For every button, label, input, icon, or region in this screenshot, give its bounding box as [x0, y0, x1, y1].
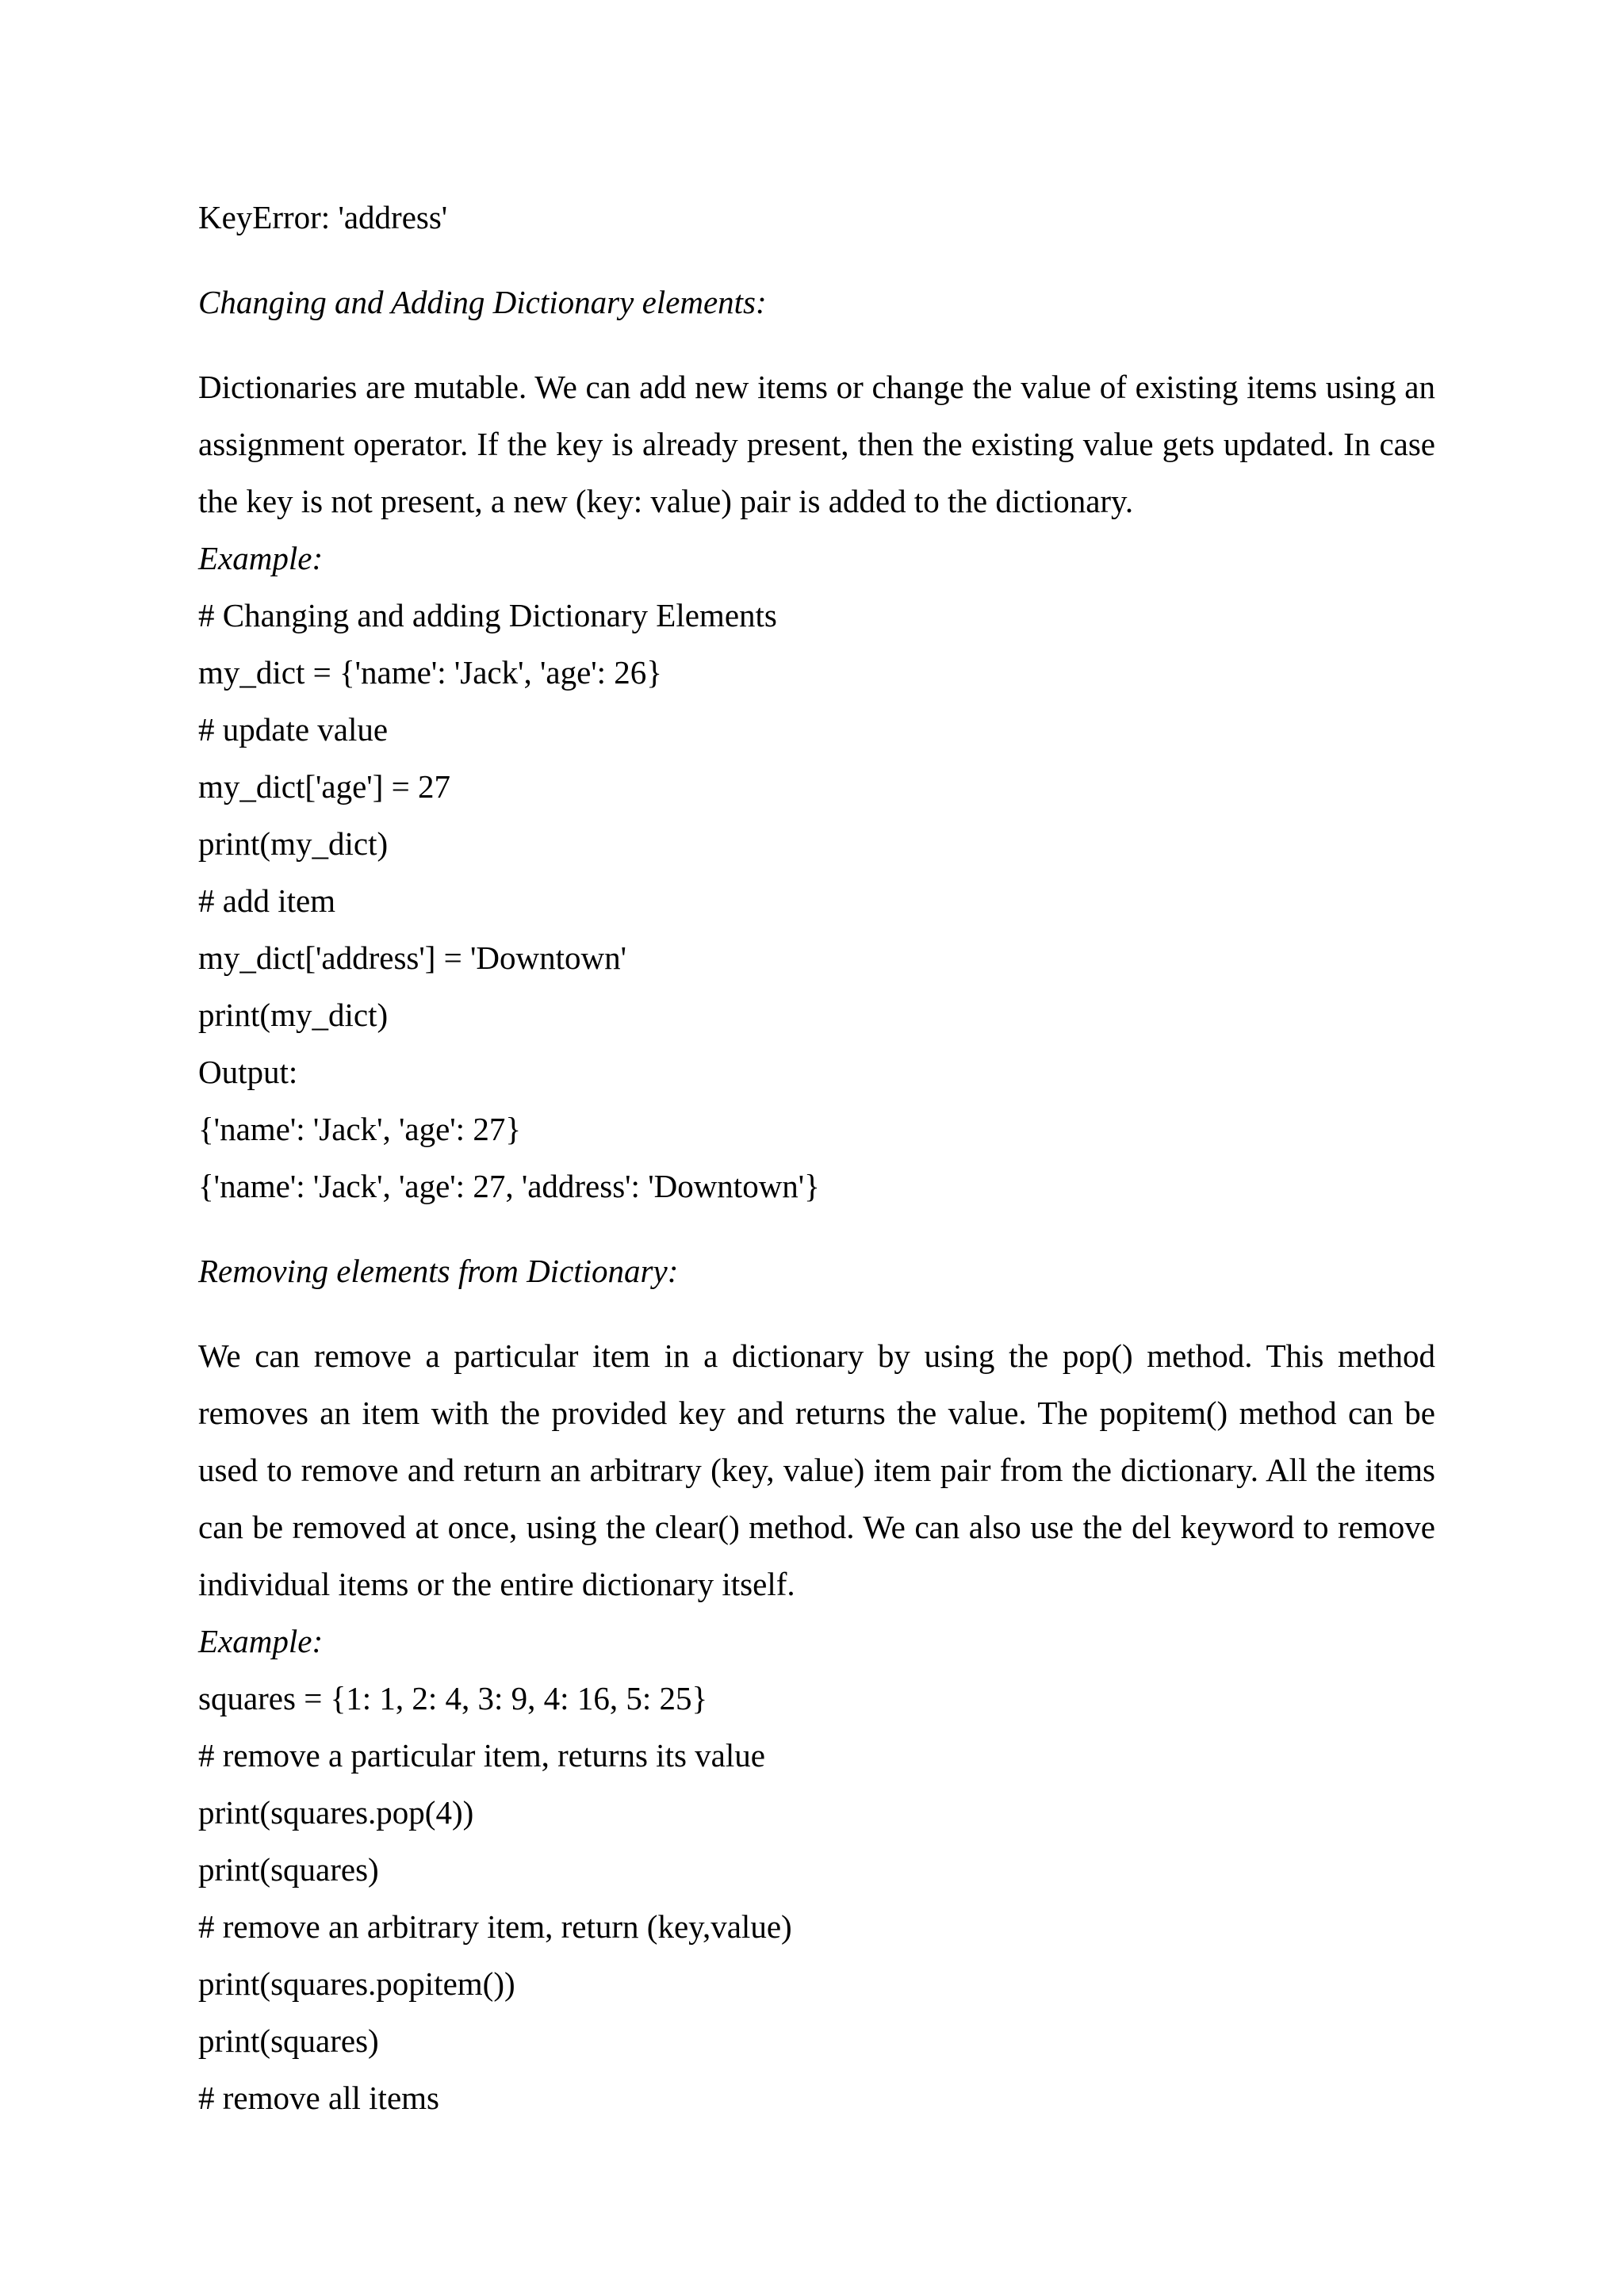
code-line: my_dict['age'] = 27	[198, 768, 450, 805]
code-line: # remove an arbitrary item, return (key,value)	[198, 1908, 792, 1945]
example-label: Example:	[198, 1623, 324, 1659]
code-line: # remove all items	[198, 2080, 439, 2116]
code-line: # add item	[198, 882, 336, 919]
code-line: print(my_dict)	[198, 825, 389, 862]
output-line: {'name': 'Jack', 'age': 27}	[198, 1111, 521, 1147]
code-line: print(squares)	[198, 1851, 379, 1888]
output-line: {'name': 'Jack', 'age': 27, 'address': 'Downtown'}	[198, 1168, 820, 1204]
document-page	[198, 0, 1435, 2296]
section-heading-changing: Changing and Adding Dictionary elements:	[198, 284, 767, 320]
key-error-line: KeyError: 'address'	[198, 199, 448, 235]
code-line: squares = {1: 1, 2: 4, 3: 9, 4: 16, 5: 25}	[198, 1680, 708, 1716]
paragraph-changing: Dictionaries are mutable. We can add new items or change the value of existing items using an assignment operator. If the key is already present, then the existing value gets updated. In case the key is not present, a new (key: value) pair is added to the dictionary.	[198, 369, 1435, 519]
code-line: # update value	[198, 711, 389, 748]
code-line: my_dict['address'] = 'Downtown'	[198, 939, 627, 976]
example-label: Example:	[198, 540, 324, 576]
code-line: # remove a particular item, returns its value	[198, 1737, 765, 1774]
code-line: # Changing and adding Dictionary Elements	[198, 597, 777, 633]
code-line: print(squares.pop(4))	[198, 1794, 474, 1831]
code-line: print(squares)	[198, 2022, 379, 2059]
code-line: my_dict = {'name': 'Jack', 'age': 26}	[198, 654, 662, 691]
code-line: print(squares.popitem())	[198, 1965, 515, 2002]
code-line: print(my_dict)	[198, 997, 389, 1033]
section-heading-removing: Removing elements from Dictionary:	[198, 1253, 679, 1289]
output-label: Output:	[198, 1054, 298, 1090]
paragraph-removing: We can remove a particular item in a dictionary by using the pop() method. This method removes an item with the provided key and returns the value. The popitem() method can be used to remove and return an arbitrary (key, value) item pair from the dictionary. All the items can be removed at once, using the clear() method. We can also use the del keyword to remove individual items or the entire dictionary itself.	[198, 1337, 1435, 1602]
